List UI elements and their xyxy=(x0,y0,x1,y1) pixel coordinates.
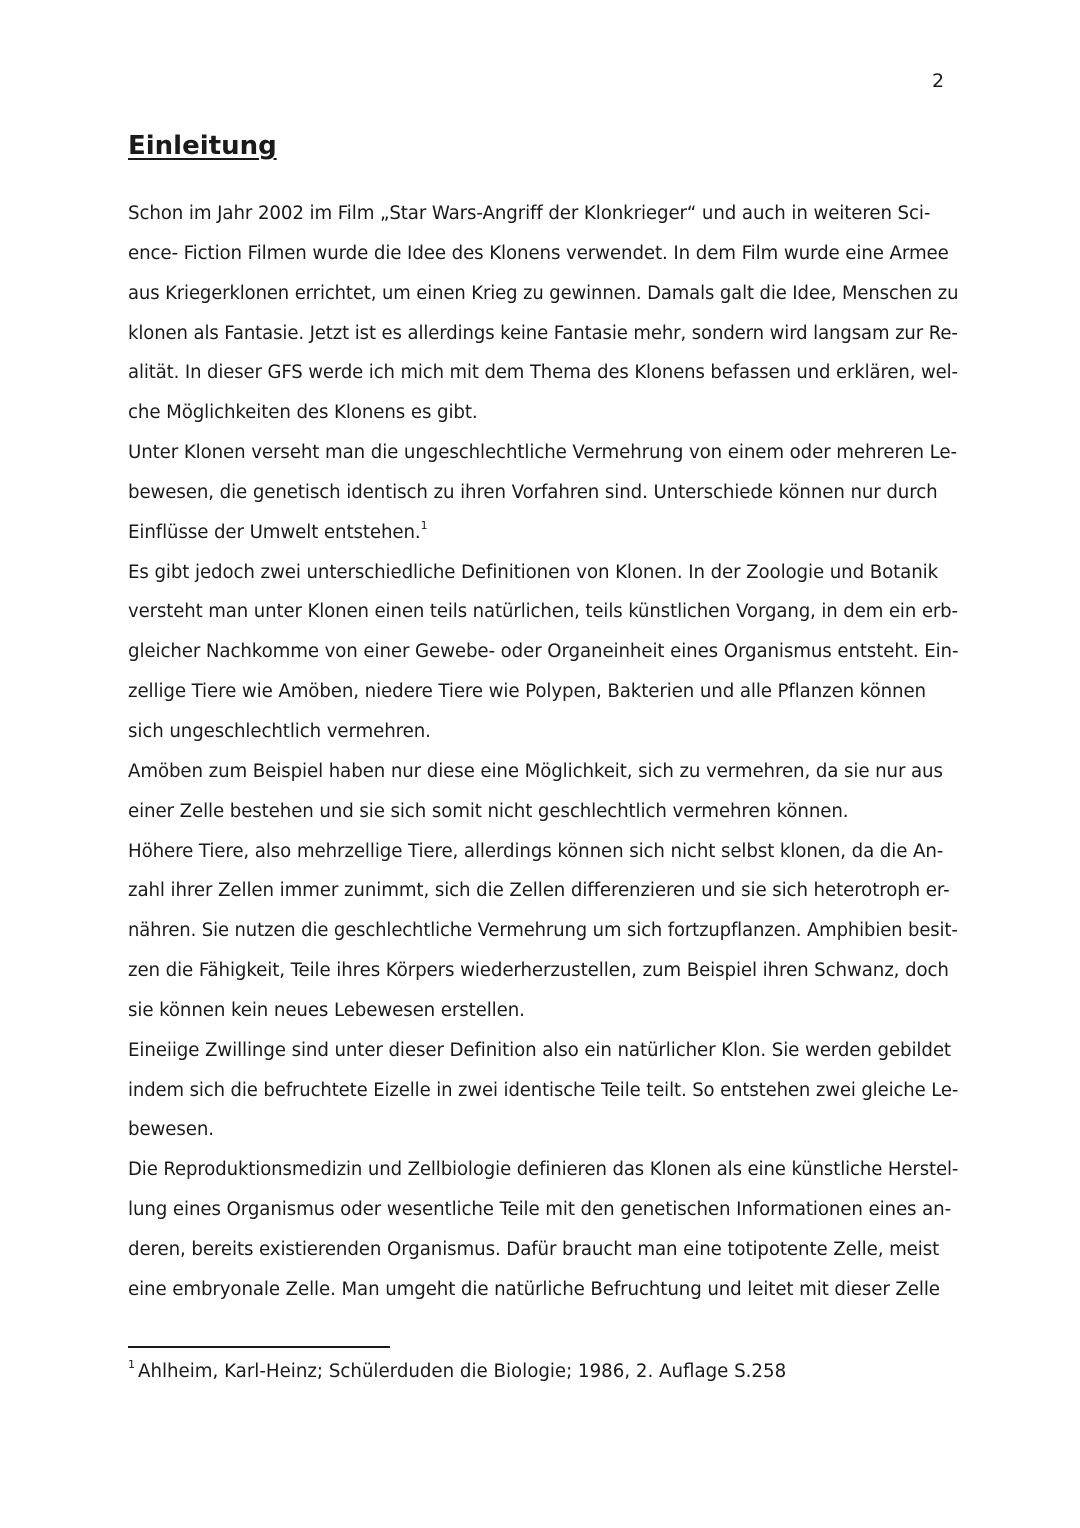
body-line: nähren. Sie nutzen die geschlechtliche Vermehrung um sich fortzupflanzen. Amphibien besit- xyxy=(128,920,958,942)
body-line: sie können kein neues Lebewesen erstellen. xyxy=(128,999,525,1021)
body-line: deren, bereits existierenden Organismus. Dafür braucht man eine totipotente Zelle, meist xyxy=(128,1238,940,1260)
body-line: Die Reproduktionsmedizin und Zellbiologie definieren das Klonen als eine künstliche Herstel- xyxy=(128,1159,959,1181)
body-line: Amöben zum Beispiel haben nur diese eine Möglichkeit, sich zu vermehren, da sie nur aus xyxy=(128,760,943,782)
body-line: bewesen. xyxy=(128,1119,214,1141)
body-line: aus Kriegerklonen errichtet, um einen Krieg zu gewinnen. Damals galt die Idee, Menschen zu xyxy=(128,282,959,304)
footnote-mark: 1 xyxy=(128,1358,135,1371)
body-line: lung eines Organismus oder wesentliche Teile mit den genetischen Informationen eines an- xyxy=(128,1199,952,1221)
body-line: klonen als Fantasie. Jetzt ist es allerdings keine Fantasie mehr, sondern wird langsam zur Re- xyxy=(128,322,958,344)
body-line: Unter Klonen verseht man die ungeschlechtliche Vermehrung von einem oder mehreren Le- xyxy=(128,442,957,464)
footnote-reference: 1 xyxy=(420,518,428,532)
body-line: zahl ihrer Zellen immer zunimmt, sich die Zellen differenzieren und sie sich heterotroph er- xyxy=(128,880,950,902)
body-line: ence- Fiction Filmen wurde die Idee des Klonens verwendet. In dem Film wurde eine Armee xyxy=(128,242,949,264)
footnote-separator xyxy=(128,1346,390,1348)
footnote-text: Ahlheim, Karl-Heinz; Schülerduden die Biologie; 1986, 2. Auflage S.258 xyxy=(138,1361,787,1382)
body-line: gleicher Nachkomme von einer Gewebe- oder Organeinheit eines Organismus entsteht. Ein- xyxy=(128,641,959,663)
body-line: sich ungeschlechtlich vermehren. xyxy=(128,720,431,742)
body-line: einer Zelle bestehen und sie sich somit nicht geschlechtlich vermehren können. xyxy=(128,800,849,822)
body-line: Höhere Tiere, also mehrzellige Tiere, allerdings können sich nicht selbst klonen, da die An- xyxy=(128,840,944,862)
body-line: alität. In dieser GFS werde ich mich mit dem Thema des Klonens befassen und erklären, wel- xyxy=(128,362,958,384)
section-heading: Einleitung xyxy=(128,131,277,161)
body-text xyxy=(128,198,958,1314)
body-line: zellige Tiere wie Amöben, niedere Tiere wie Polypen, Bakterien und alle Pflanzen können xyxy=(128,681,926,703)
body-line: Eineiige Zwillinge sind unter dieser Definition also ein natürlicher Klon. Sie werden gebildet xyxy=(128,1039,951,1061)
body-line: versteht man unter Klonen einen teils natürlichen, teils künstlichen Vorgang, in dem ein erb- xyxy=(128,601,958,623)
body-line: bewesen, die genetisch identisch zu ihren Vorfahren sind. Unterschiede können nur durch xyxy=(128,481,938,503)
body-line: Schon im Jahr 2002 im Film „Star Wars-Angriff der Klonkrieger“ und auch in weiteren Sci- xyxy=(128,203,931,224)
body-line: eine embryonale Zelle. Man umgeht die natürliche Befruchtung und leitet mit dieser Zelle xyxy=(128,1278,940,1300)
body-line: indem sich die befruchtete Eizelle in zwei identische Teile teilt. So entstehen zwei gleiche Le- xyxy=(128,1079,959,1101)
body-line: che Möglichkeiten des Klonens es gibt. xyxy=(128,402,478,424)
body-line-text: Einflüsse der Umwelt entstehen. xyxy=(128,521,421,543)
footnote xyxy=(128,1358,786,1386)
body-line: Es gibt jedoch zwei unterschiedliche Definitionen von Klonen. In der Zoologie und Botanik xyxy=(128,561,939,583)
body-line-with-footnote xyxy=(128,517,958,557)
body-line: zen die Fähigkeit, Teile ihres Körpers wiederherzustellen, zum Beispiel ihren Schwanz, doch xyxy=(128,960,949,982)
page-number: 2 xyxy=(932,70,945,92)
